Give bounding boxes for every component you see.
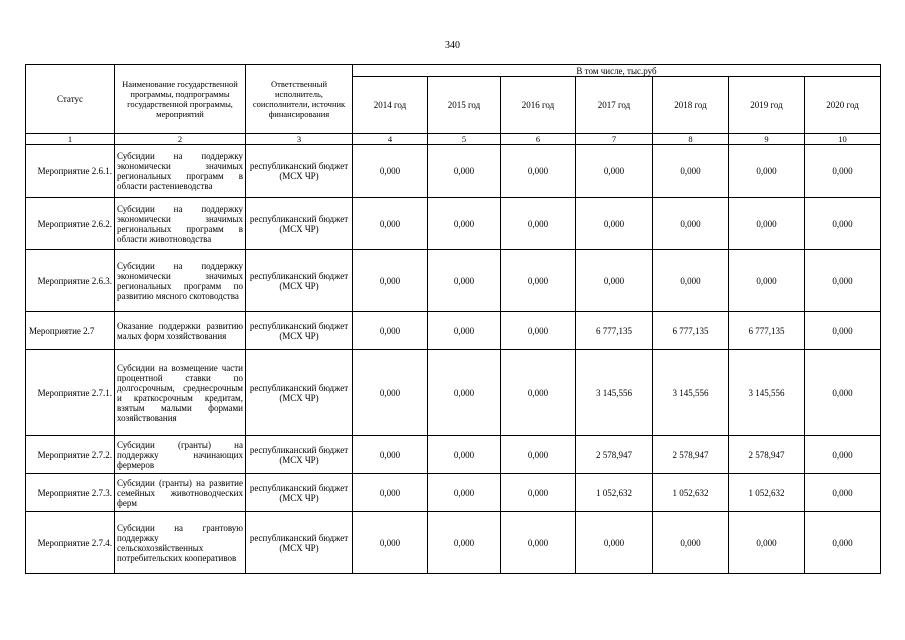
- row-value: 0,000: [501, 350, 576, 436]
- row-responsible: республиканский бюджет (МСХ ЧР): [246, 350, 353, 436]
- row-value: 0,000: [729, 512, 805, 574]
- budget-table: [25, 64, 881, 574]
- header-responsible: Ответственный исполнитель, соисполнители, источник финансирования: [246, 65, 353, 134]
- row-value: 0,000: [501, 312, 576, 350]
- row-value: 0,000: [805, 312, 881, 350]
- header-status: Статус: [26, 65, 115, 134]
- row-value: 0,000: [428, 145, 501, 198]
- row-value: 0,000: [353, 312, 428, 350]
- row-value: 3 145,556: [729, 350, 805, 436]
- table-row: [26, 145, 881, 198]
- row-value: 0,000: [428, 474, 501, 512]
- row-value: 0,000: [576, 250, 653, 312]
- header-year: 2014 год: [353, 77, 428, 134]
- column-index: 2: [115, 134, 246, 145]
- row-value: 2 578,947: [729, 436, 805, 474]
- column-index: 10: [805, 134, 881, 145]
- row-value: 0,000: [501, 198, 576, 250]
- row-value: 0,000: [353, 436, 428, 474]
- row-name: Субсидии на возмещение части процентной ставки по долгосрочным, среднесрочным и краткосрочным кредитам, взятым малыми формами хозяйствования: [115, 350, 246, 436]
- header-year: 2015 год: [428, 77, 501, 134]
- row-value: 1 052,632: [729, 474, 805, 512]
- table-row: [26, 312, 881, 350]
- table-row: [26, 250, 881, 312]
- header-year: 2020 год: [805, 77, 881, 134]
- table-row: [26, 198, 881, 250]
- column-index: 9: [729, 134, 805, 145]
- table-row: [26, 474, 881, 512]
- row-value: 0,000: [428, 436, 501, 474]
- column-index: 1: [26, 134, 115, 145]
- row-value: 1 052,632: [576, 474, 653, 512]
- table-row: [26, 350, 881, 436]
- row-value: 6 777,135: [729, 312, 805, 350]
- row-status: Мероприятие 2.7.1.: [26, 350, 115, 436]
- row-value: 0,000: [353, 512, 428, 574]
- column-index: 8: [653, 134, 729, 145]
- row-value: 6 777,135: [653, 312, 729, 350]
- row-value: 0,000: [576, 145, 653, 198]
- column-index: 5: [428, 134, 501, 145]
- row-value: 0,000: [428, 198, 501, 250]
- column-index: 4: [353, 134, 428, 145]
- header-group: В том числе, тыс.руб: [353, 65, 881, 77]
- row-value: 0,000: [576, 512, 653, 574]
- row-value: 0,000: [353, 474, 428, 512]
- row-name: Субсидии на поддержку экономически значимых региональных программ в области животноводства: [115, 198, 246, 250]
- row-value: 0,000: [353, 250, 428, 312]
- row-value: 0,000: [428, 312, 501, 350]
- column-index-row: [26, 134, 881, 145]
- row-responsible: республиканский бюджет (МСХ ЧР): [246, 512, 353, 574]
- row-value: 1 052,632: [653, 474, 729, 512]
- row-value: 0,000: [653, 512, 729, 574]
- row-value: 0,000: [805, 250, 881, 312]
- row-value: 0,000: [805, 350, 881, 436]
- row-value: 0,000: [653, 145, 729, 198]
- row-name: Оказание поддержки развитию малых форм хозяйствования: [115, 312, 246, 350]
- row-value: 0,000: [353, 145, 428, 198]
- row-value: 0,000: [653, 198, 729, 250]
- row-value: 0,000: [729, 198, 805, 250]
- row-name: Субсидии на поддержку экономически значимых региональных программ в области растениеводства: [115, 145, 246, 198]
- row-value: 0,000: [428, 350, 501, 436]
- row-responsible: республиканский бюджет (МСХ ЧР): [246, 312, 353, 350]
- row-value: 0,000: [501, 474, 576, 512]
- row-status: Мероприятие 2.7.3.: [26, 474, 115, 512]
- row-value: 2 578,947: [653, 436, 729, 474]
- header-year: 2018 год: [653, 77, 729, 134]
- header-year: 2016 год: [501, 77, 576, 134]
- page-number: 340: [445, 40, 460, 51]
- header-name: Наименование государственной программы, подпрограммы государственной программы, мероприятий: [115, 65, 246, 134]
- row-value: 6 777,135: [576, 312, 653, 350]
- row-name: Субсидии на поддержку экономически значимых региональных программ по развитию мясного скотоводства: [115, 250, 246, 312]
- row-value: 0,000: [805, 436, 881, 474]
- row-status: Мероприятие 2.7.4.: [26, 512, 115, 574]
- row-value: 3 145,556: [576, 350, 653, 436]
- column-index: 6: [501, 134, 576, 145]
- row-responsible: республиканский бюджет (МСХ ЧР): [246, 436, 353, 474]
- row-value: 0,000: [501, 436, 576, 474]
- row-status: Мероприятие 2.6.1.: [26, 145, 115, 198]
- row-value: 0,000: [501, 145, 576, 198]
- column-index: 3: [246, 134, 353, 145]
- row-status: Мероприятие 2.7.2.: [26, 436, 115, 474]
- table-row: [26, 512, 881, 574]
- row-value: 0,000: [428, 250, 501, 312]
- row-value: 0,000: [501, 250, 576, 312]
- row-value: 0,000: [729, 250, 805, 312]
- row-responsible: республиканский бюджет (МСХ ЧР): [246, 474, 353, 512]
- row-value: 0,000: [805, 198, 881, 250]
- row-status: Мероприятие 2.6.2.: [26, 198, 115, 250]
- row-responsible: республиканский бюджет (МСХ ЧР): [246, 198, 353, 250]
- header-year: 2017 год: [576, 77, 653, 134]
- row-status: Мероприятие 2.6.3.: [26, 250, 115, 312]
- row-value: 0,000: [576, 198, 653, 250]
- row-name: Субсидии (гранты) на развитие семейных животноводческих ферм: [115, 474, 246, 512]
- row-value: 3 145,556: [653, 350, 729, 436]
- row-name: Субсидии (гранты) на поддержку начинающих фермеров: [115, 436, 246, 474]
- table-row: [26, 436, 881, 474]
- column-index: 7: [576, 134, 653, 145]
- row-value: 0,000: [653, 250, 729, 312]
- row-value: 0,000: [501, 512, 576, 574]
- row-value: 0,000: [729, 145, 805, 198]
- row-value: 0,000: [805, 145, 881, 198]
- row-value: 0,000: [353, 198, 428, 250]
- row-responsible: республиканский бюджет (МСХ ЧР): [246, 250, 353, 312]
- row-value: 2 578,947: [576, 436, 653, 474]
- row-value: 0,000: [428, 512, 501, 574]
- header-year: 2019 год: [729, 77, 805, 134]
- row-value: 0,000: [805, 474, 881, 512]
- row-status: Мероприятие 2.7: [26, 312, 115, 350]
- row-value: 0,000: [805, 512, 881, 574]
- row-responsible: республиканский бюджет (МСХ ЧР): [246, 145, 353, 198]
- row-name: Субсидии на грантовую поддержку сельскохозяйственных потребительских кооперативов: [115, 512, 246, 574]
- row-value: 0,000: [353, 350, 428, 436]
